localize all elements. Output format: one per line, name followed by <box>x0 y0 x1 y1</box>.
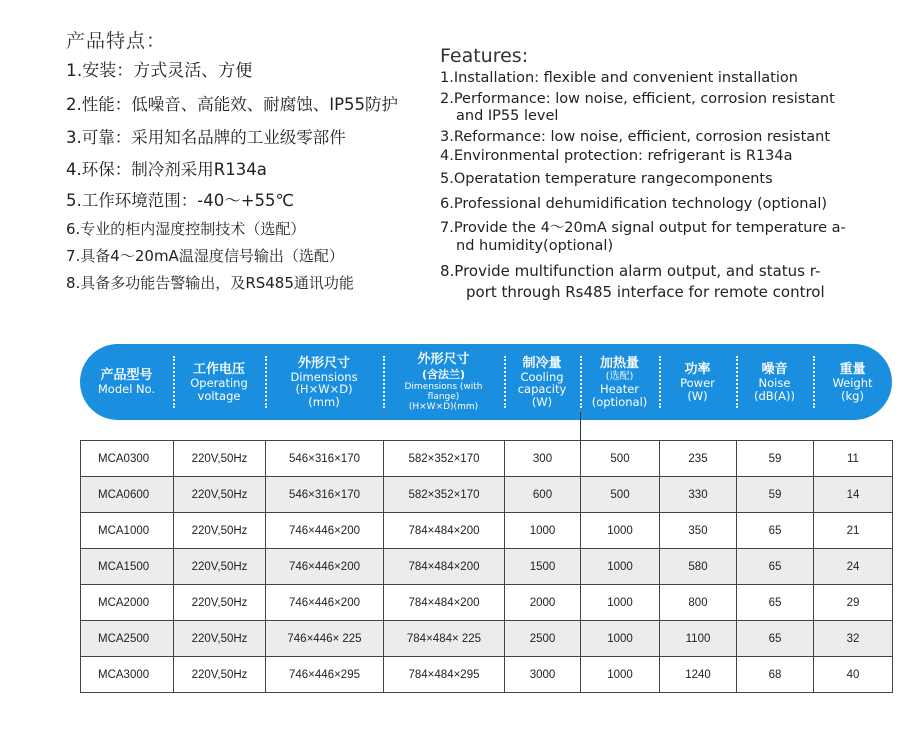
table-row <box>81 621 893 657</box>
cell-noise: 65 <box>737 585 814 621</box>
cell-model: MCA2500 <box>81 621 174 657</box>
table-row <box>81 549 893 585</box>
header-en: (W) <box>687 388 708 403</box>
cell-weight: 32 <box>814 621 893 657</box>
cell-dimensions-flange: 784×484× 225 <box>384 621 505 657</box>
table-row <box>81 585 893 621</box>
cn-feature-item: 3.可靠：采用知名品牌的工业级零部件 <box>66 128 346 147</box>
header-en: Model No. <box>97 382 156 397</box>
header-en: (mm) <box>308 394 340 409</box>
cell-voltage: 220V,50Hz <box>174 441 266 477</box>
header-zh: 外形尺寸 <box>417 352 470 367</box>
header-zh-sub: (含法兰) <box>421 368 466 381</box>
spec-table <box>80 440 893 693</box>
cell-power: 1100 <box>660 621 737 657</box>
header-en: (H×W×D)(mm) <box>408 402 479 412</box>
cell-dimensions: 746×446× 225 <box>266 621 384 657</box>
cn-features-list <box>66 58 398 299</box>
cell-noise: 65 <box>737 549 814 585</box>
header-dimensions-flange <box>383 344 504 420</box>
header-noise <box>736 344 813 420</box>
en-feature-line: 2.Performance: low noise, efficient, corrosion resistant <box>440 91 835 107</box>
cell-heater: 1000 <box>581 585 660 621</box>
header-divider <box>580 356 582 408</box>
header-en: Noise <box>758 376 791 390</box>
cell-heater: 1000 <box>581 549 660 585</box>
header-en: Power <box>680 376 715 390</box>
cell-dimensions: 746×446×200 <box>266 585 384 621</box>
header-weight <box>813 344 892 420</box>
cn-feature-item: 8.具备多功能告警输出，及RS485通讯功能 <box>66 274 354 292</box>
en-features-list <box>440 70 846 303</box>
header-zh: 功率 <box>684 362 711 377</box>
header-zh: 工作电压 <box>192 362 245 377</box>
cursor-marker <box>580 412 581 440</box>
cell-heater: 1000 <box>581 657 660 693</box>
cn-features-title: 产品特点： <box>66 30 167 52</box>
cell-power: 330 <box>660 477 737 513</box>
cell-heater: 500 <box>581 477 660 513</box>
cell-power: 235 <box>660 441 737 477</box>
cell-dimensions-flange: 582×352×170 <box>384 477 505 513</box>
cell-dimensions-flange: 784×484×200 <box>384 549 505 585</box>
header-en: Weight <box>832 376 873 390</box>
en-feature-line: 6.Professional dehumidification technology (optional) <box>440 196 828 212</box>
cn-feature-item: 4.环保：制冷剂采用R134a <box>66 160 267 179</box>
cell-dimensions-flange: 784×484×200 <box>384 585 505 621</box>
header-power <box>659 344 736 420</box>
cell-noise: 68 <box>737 657 814 693</box>
cell-weight: 24 <box>814 549 893 585</box>
header-heater <box>580 344 659 420</box>
en-feature-item <box>440 261 846 303</box>
cell-weight: 40 <box>814 657 893 693</box>
header-en: Heater <box>599 382 640 397</box>
cn-feature-item: 7.具备4～20mA温湿度信号输出（选配） <box>66 247 344 265</box>
cell-noise: 59 <box>737 477 814 513</box>
en-feature-item <box>440 171 846 188</box>
cell-voltage: 220V,50Hz <box>174 621 266 657</box>
header-divider <box>736 356 738 408</box>
header-zh: 外形尺寸 <box>297 355 350 371</box>
cell-cooling: 2500 <box>505 621 581 657</box>
en-feature-item <box>440 148 846 165</box>
cell-power: 1240 <box>660 657 737 693</box>
cell-weight: 29 <box>814 585 893 621</box>
cell-model: MCA0300 <box>81 441 174 477</box>
header-cooling <box>504 344 580 420</box>
header-divider <box>173 356 175 408</box>
cell-model: MCA1000 <box>81 513 174 549</box>
cell-weight: 11 <box>814 441 893 477</box>
cell-voltage: 220V,50Hz <box>174 477 266 513</box>
cell-model: MCA3000 <box>81 657 174 693</box>
en-feature-line-cont: port through Rs485 interface for remote control <box>466 283 825 301</box>
header-en: (选配) <box>605 370 634 382</box>
cell-cooling: 1500 <box>505 549 581 585</box>
cell-weight: 14 <box>814 477 893 513</box>
cell-dimensions: 746×446×295 <box>266 657 384 693</box>
header-en: (optional) <box>591 394 648 409</box>
table-row <box>81 657 893 693</box>
header-divider <box>504 356 506 408</box>
cell-heater: 1000 <box>581 621 660 657</box>
table-row <box>81 441 893 477</box>
cell-model: MCA0600 <box>81 477 174 513</box>
header-en: (H×W×D) <box>295 382 353 397</box>
cell-power: 800 <box>660 585 737 621</box>
cell-noise: 59 <box>737 441 814 477</box>
cell-dimensions: 546×316×170 <box>266 441 384 477</box>
header-zh: 噪音 <box>761 362 788 377</box>
table-row <box>81 513 893 549</box>
header-en: (kg) <box>841 388 864 403</box>
header-en: (W) <box>531 394 553 409</box>
en-feature-item <box>440 91 846 125</box>
cn-feature-item: 5.工作环境范围：-40～+55℃ <box>66 191 295 210</box>
en-feature-line: 4.Environmental protection: refrigerant is R134a <box>440 148 793 164</box>
en-feature-line: 3.Reformance: low noise, efficient, corrosion resistant <box>440 129 831 145</box>
cell-heater: 1000 <box>581 513 660 549</box>
cell-cooling: 2000 <box>505 585 581 621</box>
cell-power: 580 <box>660 549 737 585</box>
cell-cooling: 1000 <box>505 513 581 549</box>
cell-noise: 65 <box>737 513 814 549</box>
header-en: capacity <box>517 382 567 397</box>
header-en: Cooling <box>520 369 564 384</box>
cell-voltage: 220V,50Hz <box>174 657 266 693</box>
en-feature-item <box>440 70 846 87</box>
header-divider <box>813 356 815 408</box>
cell-dimensions-flange: 784×484×295 <box>384 657 505 693</box>
header-zh: 重量 <box>839 362 866 377</box>
header-en: (dB(A)) <box>753 388 795 403</box>
header-zh: 产品型号 <box>100 368 153 384</box>
cell-cooling: 600 <box>505 477 581 513</box>
header-en: voltage <box>197 388 241 403</box>
header-zh: 制冷量 <box>522 355 562 371</box>
en-feature-item <box>440 196 846 213</box>
cell-voltage: 220V,50Hz <box>174 549 266 585</box>
header-divider <box>383 356 385 408</box>
en-feature-line-cont: nd humidity(optional) <box>456 238 614 254</box>
cn-feature-item: 2.性能：低噪音、高能效、耐腐蚀、IP55防护 <box>66 95 399 114</box>
cell-dimensions: 746×446×200 <box>266 513 384 549</box>
en-feature-line-cont: and IP55 level <box>456 108 559 124</box>
cn-feature-item: 6.专业的柜内湿度控制技术（选配） <box>66 220 306 238</box>
cell-model: MCA2000 <box>81 585 174 621</box>
header-en: Dimensions (with flange) <box>404 382 483 402</box>
cell-cooling: 3000 <box>505 657 581 693</box>
en-feature-item <box>440 219 846 255</box>
cell-heater: 500 <box>581 441 660 477</box>
en-feature-line: 5.Operatation temperature rangecomponents <box>440 171 773 187</box>
en-feature-line: 7.Provide the 4～20mA signal output for temperature a- <box>440 220 846 236</box>
header-voltage <box>173 344 265 420</box>
header-model <box>80 344 173 420</box>
cell-voltage: 220V,50Hz <box>174 513 266 549</box>
en-feature-line: 8.Provide multifunction alarm output, and status r- <box>440 262 821 280</box>
cell-model: MCA1500 <box>81 549 174 585</box>
cell-dimensions: 746×446×200 <box>266 549 384 585</box>
cell-cooling: 300 <box>505 441 581 477</box>
header-dimensions <box>265 344 383 420</box>
cell-noise: 65 <box>737 621 814 657</box>
header-divider <box>265 356 267 408</box>
header-en: Dimensions <box>290 369 358 384</box>
header-divider <box>659 356 661 408</box>
cell-dimensions-flange: 582×352×170 <box>384 441 505 477</box>
en-features-title: Features: <box>440 45 529 67</box>
cell-weight: 21 <box>814 513 893 549</box>
en-feature-item <box>440 129 846 146</box>
cell-power: 350 <box>660 513 737 549</box>
cn-feature-item: 1.安装：方式灵活、方便 <box>66 61 253 81</box>
header-zh: 加热量 <box>599 355 639 371</box>
header-en: Operating <box>190 376 248 390</box>
cell-dimensions: 546×316×170 <box>266 477 384 513</box>
en-feature-line: 1.Installation: flexible and convenient installation <box>440 70 798 86</box>
table-row <box>81 477 893 513</box>
cell-voltage: 220V,50Hz <box>174 585 266 621</box>
cell-dimensions-flange: 784×484×200 <box>384 513 505 549</box>
